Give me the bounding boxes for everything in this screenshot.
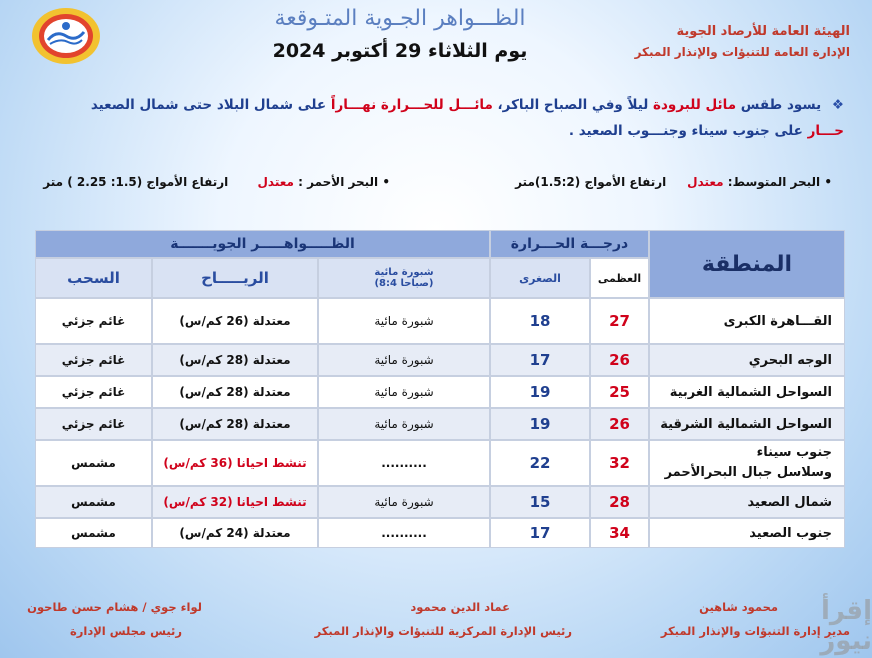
- max-temp-cell: 25: [590, 376, 649, 408]
- sea-state: معتدل: [687, 175, 724, 189]
- region-line: وسلاسل جبال البحرالأحمر: [664, 465, 832, 480]
- sea-waves: ارتفاع الأمواج (1.5: 2.25 ) متر: [43, 175, 229, 189]
- sea-label: البحر الأحمر :: [298, 175, 379, 189]
- wind-cell: معتدلة (28 كم/س): [152, 376, 318, 408]
- summary-part: على شمال البلاد حتى شمال الصعيد: [90, 97, 331, 113]
- fog-cell: شبورة مائية: [318, 298, 490, 344]
- signature-2-title: رئيس الإدارة المركزية للتنبؤات والإنذار المبكر: [314, 624, 572, 638]
- fog-header-line: (8:4 صباحا): [374, 278, 434, 289]
- max-temp-cell: 28: [590, 486, 649, 518]
- min-temp-cell: 19: [490, 376, 590, 408]
- region-cell: شمال الصعيد: [649, 486, 845, 518]
- cloud-cell: غائم جزئي: [35, 344, 152, 376]
- min-temp-cell: 15: [490, 486, 590, 518]
- min-temp-cell: 18: [490, 298, 590, 344]
- max-temp-cell: 27: [590, 298, 649, 344]
- cloud-cell: مشمس: [35, 518, 152, 548]
- min-temp-cell: 22: [490, 440, 590, 486]
- signature-1-name: محمود شاهين: [699, 600, 778, 614]
- max-temp-cell: 34: [590, 518, 649, 548]
- signature-2-name: عماد الدين محمود: [410, 600, 510, 614]
- max-temp-cell: 26: [590, 408, 649, 440]
- red-sea-state: [43, 175, 390, 189]
- fog-cell: ..........: [318, 440, 490, 486]
- wind-cell: تنشط احيانا (36 كم/س): [152, 440, 318, 486]
- region-cell: الوجه البحري: [649, 344, 845, 376]
- mediterranean-sea-state: [515, 175, 832, 189]
- fog-cell: شبورة مائية: [318, 376, 490, 408]
- cloud-cell: مشمس: [35, 486, 152, 518]
- wind-cell: معتدلة (26 كم/س): [152, 298, 318, 344]
- sea-waves: ارتفاع الأمواج (1.5:2)متر: [515, 175, 667, 189]
- page-title: الظـــواهر الجـوية المتـوقعة: [274, 6, 526, 31]
- region-line: جنوب سيناء: [756, 445, 832, 460]
- region-cell: السواحل الشمالية الشرقية: [649, 408, 845, 440]
- phenomena-header: الظـــــواهـــــر الجويـــــــة: [35, 230, 490, 258]
- signature-3-name: لواء جوي / هشام حسن طاحون: [27, 600, 202, 614]
- cloud-cell: غائم جزئي: [35, 376, 152, 408]
- region-header: المنطقة: [649, 230, 845, 298]
- summary-highlight: مائـــل للحـــرارة نهـــاراً: [330, 97, 493, 113]
- org-name: الهيئة العامة للأرصاد الجوية: [676, 24, 850, 39]
- forecast-table: [35, 230, 845, 548]
- fog-cell: شبورة مائية: [318, 408, 490, 440]
- temperature-header: درجـــة الحـــرارة: [490, 230, 649, 258]
- fog-cell: ..........: [318, 518, 490, 548]
- fog-cell: شبورة مائية: [318, 486, 490, 518]
- signature-1-title: مدير إدارة التنبؤات والإنذار المبكر: [660, 624, 850, 638]
- fog-header: [318, 258, 490, 298]
- min-temp-cell: 17: [490, 344, 590, 376]
- max-temp-cell: 32: [590, 440, 649, 486]
- bullet-dot-icon: •: [824, 175, 832, 189]
- wind-cell: معتدلة (28 كم/س): [152, 408, 318, 440]
- forecast-date: يوم الثلاثاء 29 أكتوبر 2024: [272, 40, 528, 62]
- wind-cell: تنشط احيانا (32 كم/س): [152, 486, 318, 518]
- cloud-cell: مشمس: [35, 440, 152, 486]
- region-cell: جنوب الصعيد: [649, 518, 845, 548]
- wind-cell: معتدلة (24 كم/س): [152, 518, 318, 548]
- weather-summary: [24, 92, 844, 144]
- wind-header: الريـــــاح: [152, 258, 318, 298]
- fog-cell: شبورة مائية: [318, 344, 490, 376]
- bullet-dot-icon: •: [382, 175, 390, 189]
- cloud-cell: غائم جزئي: [35, 408, 152, 440]
- region-cell: [649, 440, 845, 486]
- summary-part: يسود طقس: [736, 97, 822, 113]
- egyptian-meteorological-authority-logo-icon: [30, 6, 102, 66]
- summary-part: ليلاً وفي الصباح الباكر،: [492, 97, 654, 113]
- min-temp-cell: 19: [490, 408, 590, 440]
- region-cell: السواحل الشمالية الغربية: [649, 376, 845, 408]
- summary-part: على جنوب سيناء وجنـــوب الصعيد .: [568, 123, 808, 139]
- cloud-cell: غائم جزئي: [35, 298, 152, 344]
- max-temp-cell: 26: [590, 344, 649, 376]
- sea-label: البحر المتوسط:: [727, 175, 821, 189]
- summary-highlight: حـــار: [807, 123, 844, 139]
- min-temp-header: الصغرى: [490, 258, 590, 298]
- signature-3-title: رئيس مجلس الإدارة: [69, 624, 182, 638]
- min-temp-cell: 17: [490, 518, 590, 548]
- org-department: الإدارة العامة للتنبؤات والإنذار المبكر: [634, 45, 850, 59]
- site-watermark: إقرأ نيوز: [820, 596, 872, 656]
- fog-header-line: شبورة مائية: [374, 267, 434, 278]
- summary-highlight: مائل للبرودة: [653, 97, 737, 113]
- region-cell: القـــاهرة الكبرى: [649, 298, 845, 344]
- cloud-header: السحب: [35, 258, 152, 298]
- wind-cell: معتدلة (28 كم/س): [152, 344, 318, 376]
- diamond-bullet-icon: ❖: [831, 97, 844, 113]
- max-temp-header: العظمى: [590, 258, 649, 298]
- sea-state: معتدل: [257, 175, 294, 189]
